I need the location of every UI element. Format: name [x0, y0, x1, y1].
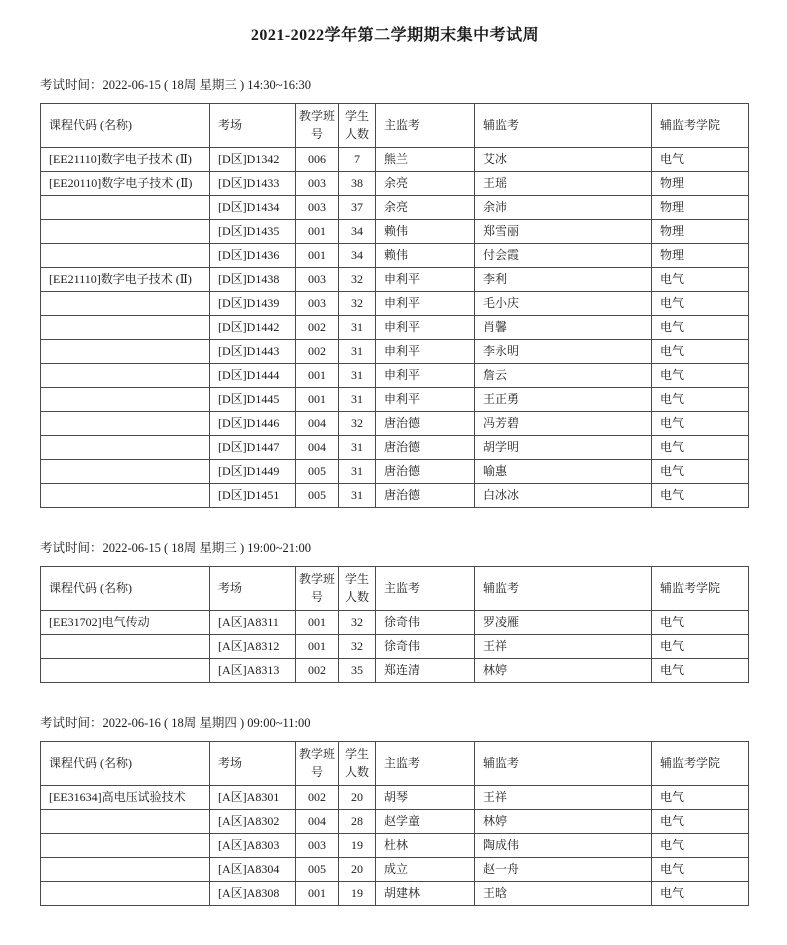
- table-row: [41, 412, 749, 436]
- cell-chief-invigilator: 申利平: [376, 316, 475, 340]
- cell-chief-invigilator: 唐治德: [376, 436, 475, 460]
- cell-assistant-college: 电气: [652, 340, 749, 364]
- cell-class-no: 003: [296, 834, 339, 858]
- cell-chief-invigilator: 徐奇伟: [376, 611, 475, 635]
- cell-assistant-college: 电气: [652, 659, 749, 683]
- cell-assistant-college: 电气: [652, 460, 749, 484]
- cell-student-count: 32: [339, 412, 376, 436]
- column-header-assistant-college: 辅监考学院: [652, 567, 749, 611]
- table-row: [41, 268, 749, 292]
- column-header-room: 考场: [210, 567, 296, 611]
- cell-assistant-college: 物理: [652, 196, 749, 220]
- exam-session-3: [40, 713, 750, 906]
- cell-class-no: 001: [296, 388, 339, 412]
- cell-assistant-college: 物理: [652, 220, 749, 244]
- table-row: [41, 172, 749, 196]
- cell-assistant-invigilator: 林婷: [475, 659, 652, 683]
- cell-chief-invigilator: 唐治德: [376, 460, 475, 484]
- exam-time-label: 考试时间：2022-06-16 ( 18周 星期四 ) 09:00~11:00: [40, 716, 311, 730]
- exam-time-label: 考试时间：2022-06-15 ( 18周 星期三 ) 19:00~21:00: [40, 541, 311, 555]
- cell-student-count: 31: [339, 316, 376, 340]
- cell-student-count: 35: [339, 659, 376, 683]
- column-header-room: 考场: [210, 742, 296, 786]
- column-header-class-no: 教学班号: [296, 567, 339, 611]
- column-header-assistant-invigilator: 辅监考: [475, 742, 652, 786]
- cell-room: [D区]D1435: [210, 220, 296, 244]
- column-header-chief-invigilator: 主监考: [376, 104, 475, 148]
- cell-student-count: 34: [339, 244, 376, 268]
- cell-student-count: 32: [339, 292, 376, 316]
- cell-course: [41, 436, 210, 460]
- column-header-class-no: 教学班号: [296, 104, 339, 148]
- cell-course: [41, 316, 210, 340]
- cell-course: [41, 858, 210, 882]
- cell-student-count: 31: [339, 340, 376, 364]
- cell-room: [A区]A8308: [210, 882, 296, 906]
- column-header-assistant-invigilator: 辅监考: [475, 104, 652, 148]
- table-row: [41, 244, 749, 268]
- column-header-student-count: 学生人数: [339, 742, 376, 786]
- cell-chief-invigilator: 胡建林: [376, 882, 475, 906]
- cell-course: [41, 460, 210, 484]
- cell-assistant-college: 电气: [652, 412, 749, 436]
- table-row: [41, 388, 749, 412]
- cell-course: [41, 834, 210, 858]
- cell-course: [EE31634]高电压试验技术: [41, 786, 210, 810]
- cell-chief-invigilator: 杜林: [376, 834, 475, 858]
- exam-session-1: [40, 75, 750, 508]
- table-row: [41, 196, 749, 220]
- cell-chief-invigilator: 郑连清: [376, 659, 475, 683]
- cell-assistant-college: 电气: [652, 436, 749, 460]
- table-row: [41, 148, 749, 172]
- cell-student-count: 32: [339, 635, 376, 659]
- cell-chief-invigilator: 申利平: [376, 292, 475, 316]
- cell-room: [D区]D1444: [210, 364, 296, 388]
- cell-room: [D区]D1449: [210, 460, 296, 484]
- cell-room: [D区]D1445: [210, 388, 296, 412]
- cell-assistant-college: 电气: [652, 858, 749, 882]
- column-header-room: 考场: [210, 104, 296, 148]
- sections-container: [40, 75, 750, 906]
- cell-student-count: 34: [339, 220, 376, 244]
- cell-course: [41, 340, 210, 364]
- column-header-course: 课程代码 (名称): [41, 742, 210, 786]
- cell-class-no: 001: [296, 882, 339, 906]
- cell-assistant-invigilator: 陶成伟: [475, 834, 652, 858]
- cell-assistant-invigilator: 李利: [475, 268, 652, 292]
- page-title: 2021-2022学年第二学期期末集中考试周: [250, 27, 540, 44]
- cell-assistant-college: 电气: [652, 292, 749, 316]
- table-row: [41, 635, 749, 659]
- cell-chief-invigilator: 申利平: [376, 364, 475, 388]
- cell-assistant-invigilator: 毛小庆: [475, 292, 652, 316]
- table-row: [41, 834, 749, 858]
- cell-room: [D区]D1436: [210, 244, 296, 268]
- cell-student-count: 32: [339, 268, 376, 292]
- cell-assistant-invigilator: 王祥: [475, 635, 652, 659]
- cell-course: [41, 364, 210, 388]
- cell-assistant-invigilator: 王正勇: [475, 388, 652, 412]
- column-header-chief-invigilator: 主监考: [376, 567, 475, 611]
- cell-room: [A区]A8303: [210, 834, 296, 858]
- table-row: [41, 220, 749, 244]
- cell-course: [41, 484, 210, 508]
- cell-assistant-invigilator: 白冰冰: [475, 484, 652, 508]
- cell-course: [EE31702]电气传动: [41, 611, 210, 635]
- cell-assistant-college: 电气: [652, 364, 749, 388]
- table-row: [41, 611, 749, 635]
- cell-room: [A区]A8311: [210, 611, 296, 635]
- column-header-course: 课程代码 (名称): [41, 567, 210, 611]
- cell-assistant-college: 电气: [652, 148, 749, 172]
- cell-assistant-college: 电气: [652, 268, 749, 292]
- cell-chief-invigilator: 熊兰: [376, 148, 475, 172]
- cell-class-no: 002: [296, 786, 339, 810]
- cell-room: [D区]D1443: [210, 340, 296, 364]
- cell-class-no: 005: [296, 484, 339, 508]
- cell-course: [EE20110]数字电子技术 (Ⅱ): [41, 172, 210, 196]
- table-row: [41, 364, 749, 388]
- cell-assistant-college: 电气: [652, 635, 749, 659]
- cell-class-no: 004: [296, 412, 339, 436]
- cell-student-count: 20: [339, 786, 376, 810]
- cell-chief-invigilator: 赖伟: [376, 244, 475, 268]
- cell-class-no: 003: [296, 268, 339, 292]
- cell-chief-invigilator: 唐治德: [376, 484, 475, 508]
- cell-class-no: 002: [296, 340, 339, 364]
- cell-course: [41, 196, 210, 220]
- cell-room: [D区]D1433: [210, 172, 296, 196]
- table-row: [41, 858, 749, 882]
- header-row: [41, 567, 749, 611]
- cell-chief-invigilator: 申利平: [376, 340, 475, 364]
- cell-room: [A区]A8313: [210, 659, 296, 683]
- column-header-chief-invigilator: 主监考: [376, 742, 475, 786]
- cell-room: [D区]D1342: [210, 148, 296, 172]
- cell-assistant-college: 电气: [652, 882, 749, 906]
- table-row: [41, 316, 749, 340]
- cell-assistant-invigilator: 詹云: [475, 364, 652, 388]
- cell-assistant-invigilator: 付会霞: [475, 244, 652, 268]
- cell-room: [D区]D1439: [210, 292, 296, 316]
- cell-assistant-invigilator: 王晗: [475, 882, 652, 906]
- cell-student-count: 19: [339, 882, 376, 906]
- cell-assistant-invigilator: 余沛: [475, 196, 652, 220]
- cell-assistant-invigilator: 林婷: [475, 810, 652, 834]
- cell-assistant-invigilator: 赵一舟: [475, 858, 652, 882]
- cell-class-no: 001: [296, 635, 339, 659]
- cell-room: [A区]A8304: [210, 858, 296, 882]
- cell-student-count: 32: [339, 611, 376, 635]
- cell-room: [D区]D1438: [210, 268, 296, 292]
- cell-assistant-invigilator: 王瑶: [475, 172, 652, 196]
- cell-chief-invigilator: 胡琴: [376, 786, 475, 810]
- cell-class-no: 003: [296, 172, 339, 196]
- cell-class-no: 001: [296, 244, 339, 268]
- cell-room: [D区]D1434: [210, 196, 296, 220]
- table-row: [41, 436, 749, 460]
- exam-time-label: 考试时间：2022-06-15 ( 18周 星期三 ) 14:30~16:30: [40, 78, 311, 92]
- cell-room: [A区]A8302: [210, 810, 296, 834]
- cell-room: [D区]D1446: [210, 412, 296, 436]
- cell-class-no: 005: [296, 858, 339, 882]
- cell-class-no: 002: [296, 316, 339, 340]
- cell-chief-invigilator: 余亮: [376, 196, 475, 220]
- cell-chief-invigilator: 徐奇伟: [376, 635, 475, 659]
- cell-student-count: 38: [339, 172, 376, 196]
- cell-assistant-college: 电气: [652, 388, 749, 412]
- cell-chief-invigilator: 申利平: [376, 388, 475, 412]
- cell-class-no: 004: [296, 810, 339, 834]
- cell-course: [41, 635, 210, 659]
- cell-student-count: 31: [339, 364, 376, 388]
- table-row: [41, 659, 749, 683]
- cell-room: [A区]A8312: [210, 635, 296, 659]
- exam-table: [40, 741, 749, 906]
- cell-assistant-college: 电气: [652, 611, 749, 635]
- cell-student-count: 19: [339, 834, 376, 858]
- cell-assistant-invigilator: 王祥: [475, 786, 652, 810]
- cell-student-count: 28: [339, 810, 376, 834]
- cell-class-no: 002: [296, 659, 339, 683]
- cell-assistant-college: 电气: [652, 316, 749, 340]
- column-header-student-count: 学生人数: [339, 104, 376, 148]
- cell-course: [EE21110]数字电子技术 (Ⅱ): [41, 268, 210, 292]
- cell-student-count: 31: [339, 484, 376, 508]
- cell-assistant-college: 电气: [652, 810, 749, 834]
- cell-course: [41, 220, 210, 244]
- column-header-assistant-invigilator: 辅监考: [475, 567, 652, 611]
- cell-chief-invigilator: 成立: [376, 858, 475, 882]
- cell-assistant-invigilator: 肖馨: [475, 316, 652, 340]
- cell-chief-invigilator: 赖伟: [376, 220, 475, 244]
- cell-class-no: 004: [296, 436, 339, 460]
- cell-assistant-invigilator: 罗凌雁: [475, 611, 652, 635]
- cell-course: [41, 810, 210, 834]
- cell-course: [EE21110]数字电子技术 (Ⅱ): [41, 148, 210, 172]
- cell-assistant-invigilator: 胡学明: [475, 436, 652, 460]
- cell-course: [41, 388, 210, 412]
- cell-class-no: 006: [296, 148, 339, 172]
- cell-student-count: 20: [339, 858, 376, 882]
- cell-class-no: 005: [296, 460, 339, 484]
- column-header-course: 课程代码 (名称): [41, 104, 210, 148]
- table-row: [41, 810, 749, 834]
- cell-class-no: 003: [296, 196, 339, 220]
- cell-course: [41, 412, 210, 436]
- cell-class-no: 003: [296, 292, 339, 316]
- cell-student-count: 31: [339, 388, 376, 412]
- cell-student-count: 31: [339, 460, 376, 484]
- cell-room: [A区]A8301: [210, 786, 296, 810]
- cell-class-no: 001: [296, 611, 339, 635]
- column-header-assistant-college: 辅监考学院: [652, 104, 749, 148]
- column-header-student-count: 学生人数: [339, 567, 376, 611]
- cell-chief-invigilator: 申利平: [376, 268, 475, 292]
- cell-chief-invigilator: 赵学童: [376, 810, 475, 834]
- exam-session-2: [40, 538, 750, 683]
- header-row: [41, 742, 749, 786]
- cell-assistant-invigilator: 李永明: [475, 340, 652, 364]
- cell-assistant-invigilator: 喻惠: [475, 460, 652, 484]
- cell-room: [D区]D1451: [210, 484, 296, 508]
- cell-room: [D区]D1442: [210, 316, 296, 340]
- cell-assistant-invigilator: 郑雪丽: [475, 220, 652, 244]
- cell-course: [41, 882, 210, 906]
- cell-class-no: 001: [296, 364, 339, 388]
- column-header-assistant-college: 辅监考学院: [652, 742, 749, 786]
- table-row: [41, 786, 749, 810]
- cell-class-no: 001: [296, 220, 339, 244]
- cell-student-count: 31: [339, 436, 376, 460]
- table-row: [41, 882, 749, 906]
- cell-course: [41, 659, 210, 683]
- header-row: [41, 104, 749, 148]
- column-header-class-no: 教学班号: [296, 742, 339, 786]
- table-row: [41, 484, 749, 508]
- table-row: [41, 292, 749, 316]
- table-row: [41, 340, 749, 364]
- cell-student-count: 37: [339, 196, 376, 220]
- exam-table: [40, 566, 749, 683]
- cell-assistant-invigilator: 冯芳碧: [475, 412, 652, 436]
- exam-table: [40, 103, 749, 508]
- cell-chief-invigilator: 唐治德: [376, 412, 475, 436]
- cell-assistant-college: 物理: [652, 244, 749, 268]
- cell-course: [41, 244, 210, 268]
- cell-chief-invigilator: 余亮: [376, 172, 475, 196]
- cell-assistant-college: 电气: [652, 786, 749, 810]
- cell-room: [D区]D1447: [210, 436, 296, 460]
- table-row: [41, 460, 749, 484]
- cell-assistant-college: 电气: [652, 834, 749, 858]
- cell-assistant-college: 电气: [652, 484, 749, 508]
- cell-student-count: 7: [339, 148, 376, 172]
- cell-course: [41, 292, 210, 316]
- cell-assistant-invigilator: 艾冰: [475, 148, 652, 172]
- cell-assistant-college: 物理: [652, 172, 749, 196]
